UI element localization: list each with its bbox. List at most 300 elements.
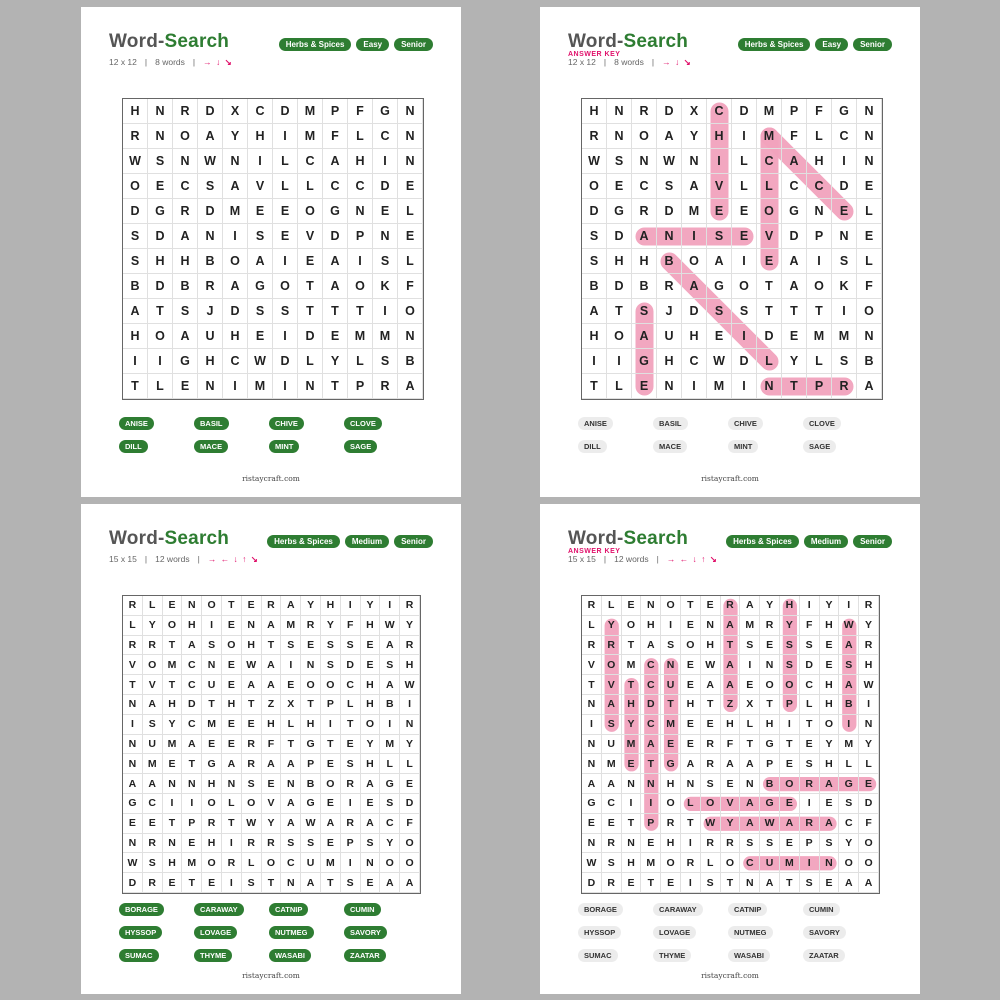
word-item: HYSSOP: [578, 926, 621, 939]
grid-cell: G: [323, 199, 348, 224]
grid-cell: Y: [400, 616, 420, 636]
grid-cell: S: [242, 873, 262, 893]
word-list: [578, 903, 878, 962]
grid-cell: T: [163, 636, 183, 656]
grid-cell: R: [373, 374, 398, 399]
grid-cell: E: [163, 873, 183, 893]
grid-cell: O: [163, 616, 183, 636]
grid-cell: O: [661, 853, 681, 873]
grid-cell: E: [173, 374, 198, 399]
grid-cell: A: [242, 675, 262, 695]
tag-badge: Medium: [345, 535, 389, 548]
grid-cell: T: [661, 695, 681, 715]
grid-cell: O: [602, 655, 622, 675]
grid-cell: R: [721, 834, 741, 854]
grid-cell: H: [760, 715, 780, 735]
grid-cell: A: [602, 695, 622, 715]
grid-cell: E: [341, 735, 361, 755]
grid-cell: H: [321, 596, 341, 616]
grid-cell: I: [380, 715, 400, 735]
grid-cell: L: [602, 596, 622, 616]
grid-cell: E: [298, 249, 323, 274]
grid-cell: G: [839, 774, 859, 794]
word-item: CARAWAY: [194, 903, 244, 916]
grid-cell: O: [222, 636, 242, 656]
grid-cell: N: [198, 224, 223, 249]
grid-cell: H: [361, 616, 381, 636]
grid-cell: D: [657, 199, 682, 224]
word-item: MACE: [194, 440, 228, 453]
grid-cell: W: [859, 675, 879, 695]
answer-key-page-easy: [540, 7, 920, 497]
word-item: MINT: [728, 440, 758, 453]
grid-cell: M: [373, 324, 398, 349]
grid-cell: P: [341, 834, 361, 854]
grid-cell: G: [582, 794, 602, 814]
grid-cell: S: [701, 873, 721, 893]
grid-cell: N: [298, 374, 323, 399]
grid-cell: N: [582, 834, 602, 854]
grid-cell: R: [123, 596, 143, 616]
grid-cell: M: [807, 324, 832, 349]
grid-cell: E: [262, 774, 282, 794]
grid-cell: W: [123, 853, 143, 873]
grid-cell: C: [182, 675, 202, 695]
grid-cell: N: [223, 149, 248, 174]
grid-cell: S: [732, 299, 757, 324]
grid-cell: E: [732, 199, 757, 224]
grid-cell: I: [800, 596, 820, 616]
grid-cell: N: [202, 655, 222, 675]
grid-cell: W: [248, 349, 273, 374]
puzzle-meta: 15 x 15 | 12 words | → ← ↓ ↑ ↘: [568, 554, 718, 564]
grid-cell: M: [661, 715, 681, 735]
tag-badge: Senior: [853, 535, 892, 548]
grid-cell: I: [582, 715, 602, 735]
grid-cell: L: [143, 596, 163, 616]
grid-cell: G: [607, 199, 632, 224]
grid-cell: R: [602, 873, 622, 893]
grid-cell: L: [857, 199, 882, 224]
grid-cell: A: [820, 814, 840, 834]
grid-cell: A: [323, 274, 348, 299]
grid-cell: D: [198, 99, 223, 124]
grid-cell: D: [223, 299, 248, 324]
grid-cell: A: [839, 873, 859, 893]
grid-cell: I: [341, 794, 361, 814]
footer-url: ristaycraft.com: [242, 971, 300, 980]
grid-cell: E: [248, 324, 273, 349]
grid-cell: T: [123, 374, 148, 399]
grid-cell: N: [681, 774, 701, 794]
word-item: SAVORY: [344, 926, 387, 939]
grid-cell: E: [273, 224, 298, 249]
grid-cell: A: [721, 675, 741, 695]
grid-cell: Y: [361, 596, 381, 616]
page-title: Word-Search: [109, 528, 230, 549]
grid-cell: O: [607, 324, 632, 349]
grid-cell: L: [859, 754, 879, 774]
grid-cell: E: [373, 199, 398, 224]
grid-cell: R: [721, 596, 741, 616]
grid-cell: A: [223, 274, 248, 299]
grid-cell: E: [780, 794, 800, 814]
footer-url: ristaycraft.com: [701, 474, 759, 483]
grid-cell: A: [780, 814, 800, 834]
grid-cell: C: [182, 655, 202, 675]
word-item: DILL: [578, 440, 607, 453]
grid-cell: T: [323, 374, 348, 399]
grid-cell: D: [123, 873, 143, 893]
grid-cell: D: [832, 174, 857, 199]
grid-cell: T: [622, 814, 642, 834]
grid-size: 15 x 15: [568, 554, 596, 564]
grid-cell: S: [273, 299, 298, 324]
grid-cell: H: [807, 149, 832, 174]
grid-cell: R: [632, 99, 657, 124]
word-item: BASIL: [653, 417, 688, 430]
grid-cell: H: [682, 324, 707, 349]
word-item: WASABI: [728, 949, 770, 962]
grid-cell: A: [123, 299, 148, 324]
grid-cell: I: [163, 794, 183, 814]
grid-cell: A: [740, 814, 760, 834]
grid-cell: R: [701, 754, 721, 774]
grid-cell: L: [757, 349, 782, 374]
grid-cell: L: [298, 174, 323, 199]
grid-cell: W: [301, 814, 321, 834]
grid-cell: N: [123, 735, 143, 755]
grid-cell: P: [348, 224, 373, 249]
grid-cell: O: [859, 834, 879, 854]
puzzle-meta: 15 x 15 | 12 words | → ← ↓ ↑ ↘: [109, 554, 259, 564]
grid-cell: D: [273, 99, 298, 124]
grid-cell: A: [782, 274, 807, 299]
answer-key-label: ANSWER KEY: [568, 51, 621, 58]
grid-cell: E: [163, 754, 183, 774]
grid-cell: E: [602, 814, 622, 834]
grid-cell: S: [582, 249, 607, 274]
grid-cell: U: [602, 735, 622, 755]
grid-cell: E: [622, 596, 642, 616]
grid-cell: P: [301, 754, 321, 774]
grid-cell: H: [721, 715, 741, 735]
grid-cell: Y: [682, 124, 707, 149]
grid-cell: S: [341, 873, 361, 893]
grid-cell: L: [732, 174, 757, 199]
grid-cell: I: [732, 249, 757, 274]
grid-cell: H: [582, 99, 607, 124]
grid-cell: A: [262, 754, 282, 774]
grid-cell: L: [400, 754, 420, 774]
grid-cell: M: [182, 853, 202, 873]
grid-cell: I: [341, 596, 361, 616]
grid-cell: T: [163, 814, 183, 834]
grid-cell: R: [859, 636, 879, 656]
grid-cell: D: [582, 873, 602, 893]
grid-cell: S: [202, 636, 222, 656]
word-item: CATNIP: [728, 903, 767, 916]
grid-cell: I: [380, 596, 400, 616]
grid-cell: N: [173, 149, 198, 174]
grid-cell: A: [641, 735, 661, 755]
grid-cell: N: [701, 616, 721, 636]
grid-cell: A: [143, 695, 163, 715]
grid-cell: O: [732, 274, 757, 299]
grid-cell: T: [222, 596, 242, 616]
grid-cell: E: [820, 655, 840, 675]
grid-cell: M: [839, 735, 859, 755]
grid-cell: A: [602, 774, 622, 794]
grid-cell: E: [398, 174, 423, 199]
grid-cell: A: [641, 636, 661, 656]
tag-badge: Easy: [815, 38, 848, 51]
grid-cell: M: [622, 735, 642, 755]
grid-cell: T: [582, 675, 602, 695]
grid-cell: E: [321, 754, 341, 774]
grid-cell: O: [348, 274, 373, 299]
grid-cell: L: [281, 715, 301, 735]
grid-cell: R: [400, 596, 420, 616]
grid-cell: D: [682, 299, 707, 324]
grid-cell: I: [780, 715, 800, 735]
grid-cell: M: [380, 735, 400, 755]
grid-cell: O: [682, 249, 707, 274]
grid-cell: H: [123, 324, 148, 349]
grid-cell: N: [607, 99, 632, 124]
grid-cell: O: [757, 199, 782, 224]
grid-cell: U: [661, 675, 681, 695]
grid-cell: H: [361, 675, 381, 695]
grid-cell: E: [661, 735, 681, 755]
grid-cell: I: [661, 616, 681, 636]
grid-cell: E: [701, 715, 721, 735]
grid-cell: W: [400, 675, 420, 695]
letter-grid: [581, 595, 880, 894]
grid-cell: N: [348, 199, 373, 224]
grid-cell: E: [681, 616, 701, 636]
grid-cell: S: [361, 834, 381, 854]
grid-cell: C: [740, 853, 760, 873]
grid-cell: F: [807, 99, 832, 124]
grid-cell: A: [657, 124, 682, 149]
word-item: ANISE: [578, 417, 613, 430]
grid-cell: T: [641, 873, 661, 893]
grid-cell: S: [780, 655, 800, 675]
grid-cell: O: [661, 794, 681, 814]
grid-cell: E: [780, 754, 800, 774]
grid-cell: D: [273, 349, 298, 374]
grid-cell: L: [298, 349, 323, 374]
grid-cell: W: [582, 853, 602, 873]
grid-cell: R: [242, 735, 262, 755]
grid-cell: N: [281, 774, 301, 794]
grid-cell: A: [782, 249, 807, 274]
grid-cell: H: [400, 655, 420, 675]
grid-cell: W: [701, 814, 721, 834]
grid-cell: S: [832, 249, 857, 274]
grid-cell: S: [123, 224, 148, 249]
grid-cell: F: [341, 616, 361, 636]
grid-cell: B: [198, 249, 223, 274]
grid-cell: N: [641, 774, 661, 794]
grid-cell: E: [182, 834, 202, 854]
grid-cell: D: [323, 224, 348, 249]
grid-cell: A: [582, 774, 602, 794]
grid-cell: I: [281, 655, 301, 675]
grid-cell: S: [839, 655, 859, 675]
grid-cell: I: [222, 834, 242, 854]
tag-badge: Senior: [853, 38, 892, 51]
grid-cell: L: [348, 124, 373, 149]
grid-cell: G: [707, 274, 732, 299]
direction-arrows-icon: → ↓ ↘: [662, 57, 692, 67]
grid-cell: O: [820, 715, 840, 735]
grid-cell: M: [348, 324, 373, 349]
grid-cell: N: [857, 99, 882, 124]
grid-cell: T: [262, 873, 282, 893]
grid-cell: Y: [301, 596, 321, 616]
grid-cell: B: [380, 695, 400, 715]
grid-cell: W: [380, 616, 400, 636]
grid-cell: M: [682, 199, 707, 224]
grid-cell: G: [832, 99, 857, 124]
grid-cell: I: [373, 299, 398, 324]
grid-cell: I: [732, 324, 757, 349]
grid-cell: E: [361, 636, 381, 656]
grid-cell: N: [301, 655, 321, 675]
grid-cell: E: [622, 873, 642, 893]
grid-cell: R: [143, 834, 163, 854]
grid-cell: Y: [721, 814, 741, 834]
grid-cell: R: [198, 274, 223, 299]
grid-cell: A: [380, 675, 400, 695]
grid-cell: N: [222, 774, 242, 794]
word-item: ZAATAR: [344, 949, 386, 962]
grid-cell: L: [398, 249, 423, 274]
grid-cell: A: [721, 754, 741, 774]
grid-cell: O: [582, 174, 607, 199]
answer-key-label: ANSWER KEY: [568, 548, 621, 555]
grid-cell: I: [707, 149, 732, 174]
grid-cell: L: [341, 695, 361, 715]
grid-cell: E: [582, 814, 602, 834]
grid-cell: N: [123, 754, 143, 774]
word-item: WASABI: [269, 949, 311, 962]
grid-cell: E: [681, 735, 701, 755]
grid-cell: A: [681, 754, 701, 774]
grid-cell: I: [123, 349, 148, 374]
grid-cell: S: [839, 794, 859, 814]
grid-cell: I: [859, 695, 879, 715]
grid-cell: E: [248, 199, 273, 224]
grid-cell: H: [202, 834, 222, 854]
grid-cell: N: [641, 596, 661, 616]
grid-cell: C: [143, 794, 163, 814]
grid-cell: S: [341, 754, 361, 774]
grid-cell: N: [123, 834, 143, 854]
grid-cell: H: [163, 853, 183, 873]
grid-cell: C: [323, 174, 348, 199]
letter-grid: [122, 98, 424, 400]
grid-cell: I: [807, 249, 832, 274]
grid-cell: T: [341, 715, 361, 735]
grid-cell: V: [582, 655, 602, 675]
grid-cell: M: [757, 124, 782, 149]
grid-cell: P: [323, 99, 348, 124]
grid-cell: N: [398, 149, 423, 174]
grid-cell: I: [681, 873, 701, 893]
grid-cell: N: [632, 149, 657, 174]
grid-cell: M: [321, 853, 341, 873]
grid-cell: P: [182, 814, 202, 834]
word-item: CHIVE: [728, 417, 763, 430]
grid-cell: X: [682, 99, 707, 124]
grid-cell: Y: [780, 616, 800, 636]
grid-cell: D: [607, 224, 632, 249]
grid-cell: P: [641, 814, 661, 834]
grid-cell: I: [273, 124, 298, 149]
grid-cells: [582, 596, 879, 893]
grid-cell: G: [373, 99, 398, 124]
grid-cell: O: [148, 324, 173, 349]
grid-cell: A: [262, 655, 282, 675]
word-item: THYME: [653, 949, 691, 962]
grid-cell: M: [707, 374, 732, 399]
grid-cell: E: [681, 675, 701, 695]
grid-cell: L: [398, 199, 423, 224]
grid-cell: L: [348, 349, 373, 374]
grid-cell: D: [182, 695, 202, 715]
grid-cell: N: [398, 99, 423, 124]
letter-grid: [581, 98, 883, 400]
grid-cell: A: [281, 794, 301, 814]
grid-cell: E: [222, 735, 242, 755]
grid-cell: O: [262, 853, 282, 873]
grid-cell: F: [323, 124, 348, 149]
grid-cell: T: [298, 274, 323, 299]
grid-cell: N: [148, 124, 173, 149]
grid-cell: T: [262, 636, 282, 656]
grid-cell: R: [222, 853, 242, 873]
grid-cell: H: [859, 655, 879, 675]
grid-cell: S: [800, 873, 820, 893]
grid-cell: O: [780, 774, 800, 794]
grid-cell: H: [242, 636, 262, 656]
grid-cell: G: [301, 794, 321, 814]
grid-cell: W: [760, 814, 780, 834]
grid-cell: R: [657, 274, 682, 299]
grid-cell: H: [661, 834, 681, 854]
word-item: LOVAGE: [653, 926, 696, 939]
grid-cell: S: [380, 655, 400, 675]
tag-list: [726, 535, 892, 548]
grid-cell: A: [682, 274, 707, 299]
grid-cell: F: [348, 99, 373, 124]
grid-cell: D: [373, 174, 398, 199]
grid-cell: V: [248, 174, 273, 199]
grid-cell: A: [632, 324, 657, 349]
grid-cell: E: [222, 616, 242, 636]
word-item: ZAATAR: [803, 949, 845, 962]
grid-cell: R: [602, 636, 622, 656]
grid-cell: H: [701, 636, 721, 656]
grid-cell: O: [273, 274, 298, 299]
grid-cell: H: [641, 616, 661, 636]
grid-cell: S: [800, 754, 820, 774]
grid-cell: P: [807, 374, 832, 399]
grid-cell: E: [721, 774, 741, 794]
